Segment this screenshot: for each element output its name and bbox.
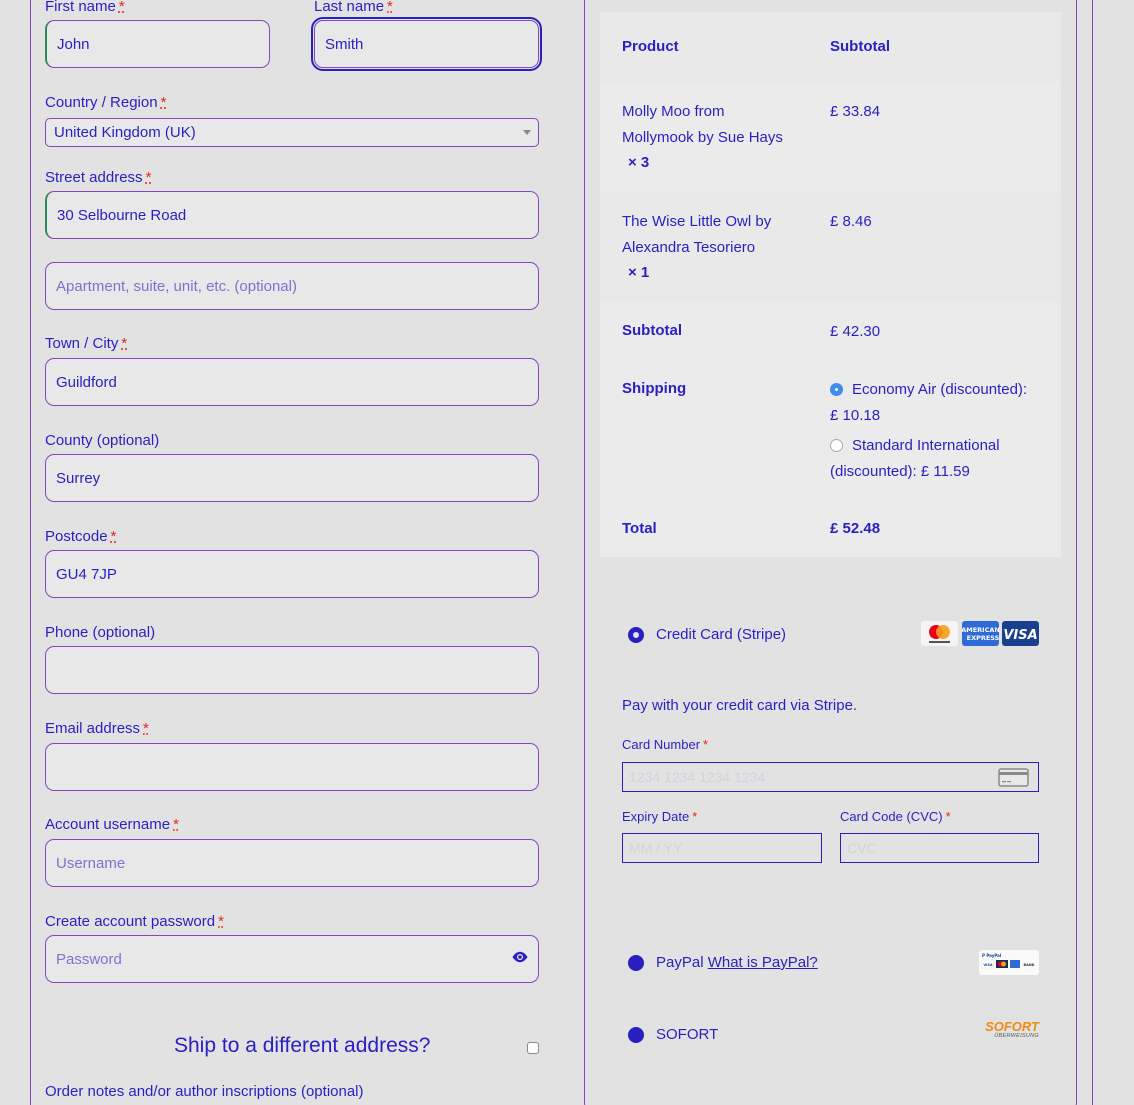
- street-address-input[interactable]: 30 Selbourne Road: [45, 191, 539, 239]
- expiry-input[interactable]: MM / YY: [622, 833, 822, 863]
- first-name-label: First name *: [45, 0, 125, 15]
- apartment-input[interactable]: Apartment, suite, unit, etc. (optional): [45, 262, 539, 310]
- county-input[interactable]: Surrey: [45, 454, 539, 502]
- expiry-label: Expiry Date *: [622, 809, 698, 824]
- payment-label-paypal[interactable]: PayPal What is PayPal?: [656, 954, 818, 971]
- password-label: Create account password *: [45, 913, 224, 930]
- product-subtotal: £ 33.84: [830, 103, 881, 120]
- ship-different-address-checkbox[interactable]: [527, 1042, 539, 1054]
- phone-input[interactable]: [45, 646, 539, 694]
- postcode-label: Postcode *: [45, 528, 117, 545]
- product-quantity: × 3: [628, 154, 650, 171]
- table-row: [600, 82, 1061, 192]
- last-name-label: Last name *: [314, 0, 393, 15]
- product-quantity: × 1: [628, 264, 650, 281]
- total-label: Total: [622, 520, 657, 537]
- postcode-input[interactable]: GU4 7JP: [45, 550, 539, 598]
- cart-subtotal-row: [600, 302, 1061, 360]
- payment-radio-paypal[interactable]: [628, 955, 644, 971]
- shipping-radio-economy[interactable]: [830, 383, 843, 396]
- payment-radio-sofort[interactable]: [628, 1027, 644, 1043]
- shipping-label: Shipping: [622, 380, 687, 397]
- card-number-input[interactable]: 1234 1234 1234 1234: [622, 762, 1039, 792]
- order-total-row: [600, 500, 1061, 557]
- total-value: £ 52.48: [830, 520, 881, 537]
- svg-text:EXPRESS: EXPRESS: [966, 634, 999, 642]
- product-name: The Wise Little Owl by Alexandra Tesoriero × 1: [622, 209, 812, 286]
- product-subtotal: £ 8.46: [830, 213, 872, 230]
- city-label: Town / City *: [45, 335, 128, 352]
- card-number-label: Card Number *: [622, 737, 709, 752]
- svg-text:AMERICAN: AMERICAN: [962, 626, 999, 634]
- country-select[interactable]: United Kingdom (UK): [45, 118, 539, 147]
- table-header: [600, 12, 1061, 82]
- amex-logo-icon: [962, 621, 999, 646]
- shipping-radio-standard[interactable]: [830, 439, 843, 452]
- visa-logo-icon: [1002, 621, 1039, 646]
- username-input[interactable]: Username: [45, 839, 539, 887]
- last-name-input[interactable]: Smith: [314, 20, 539, 68]
- email-label: Email address *: [45, 720, 149, 737]
- shipping-option-standard[interactable]: Standard International (discounted): £ 11.59: [830, 437, 1000, 480]
- sofort-logo-icon: SOFORT ÜBERWEISUNG: [985, 1019, 1039, 1039]
- order-notes-label: Order notes and/or author inscriptions (optional): [45, 1083, 364, 1100]
- product-name: Molly Moo from Mollymook by Sue Hays × 3: [622, 99, 812, 176]
- email-input[interactable]: [45, 743, 539, 791]
- first-name-input[interactable]: John: [45, 20, 270, 68]
- mastercard-logo-icon: [921, 621, 958, 646]
- column-header-subtotal: Subtotal: [830, 38, 890, 55]
- chevron-down-icon: [523, 130, 531, 135]
- what-is-paypal-link[interactable]: What is PayPal?: [707, 954, 818, 971]
- shipping-row: [600, 360, 1061, 500]
- svg-text:P PayPal: P PayPal: [982, 953, 1002, 958]
- payment-label-sofort[interactable]: SOFORT: [656, 1026, 719, 1043]
- stripe-description: Pay with your credit card via Stripe.: [622, 697, 858, 714]
- phone-label: Phone (optional): [45, 624, 156, 641]
- county-label: County (optional): [45, 432, 160, 449]
- paypal-acceptance-logo-icon: [979, 950, 1039, 975]
- password-input[interactable]: Password: [45, 935, 539, 983]
- subtotal-label: Subtotal: [622, 322, 682, 339]
- shipping-option-economy[interactable]: Economy Air (discounted): £ 10.18: [830, 381, 1028, 424]
- city-input[interactable]: Guildford: [45, 358, 539, 406]
- column-header-product: Product: [622, 38, 679, 55]
- table-row: [600, 192, 1061, 302]
- payment-radio-stripe[interactable]: [628, 627, 644, 643]
- ship-different-address-title: Ship to a different address?: [174, 1034, 431, 1057]
- username-label: Account username *: [45, 816, 179, 833]
- order-review-table: [600, 12, 1061, 557]
- payment-label-stripe[interactable]: Credit Card (Stripe): [656, 626, 787, 643]
- cvc-label: Card Code (CVC) *: [840, 809, 951, 824]
- svg-text:VISA: VISA: [1003, 628, 1038, 643]
- subtotal-value: £ 42.30: [830, 323, 881, 340]
- street-address-label: Street address *: [45, 169, 152, 186]
- eye-icon[interactable]: [511, 950, 529, 964]
- svg-text:VISA: VISA: [983, 963, 993, 967]
- credit-card-icon: [998, 768, 1029, 787]
- country-label: Country / Region *: [45, 94, 167, 111]
- svg-text:BANK: BANK: [1023, 963, 1035, 967]
- ship-different-address: [45, 1034, 539, 1064]
- cvc-input[interactable]: CVC: [840, 833, 1039, 863]
